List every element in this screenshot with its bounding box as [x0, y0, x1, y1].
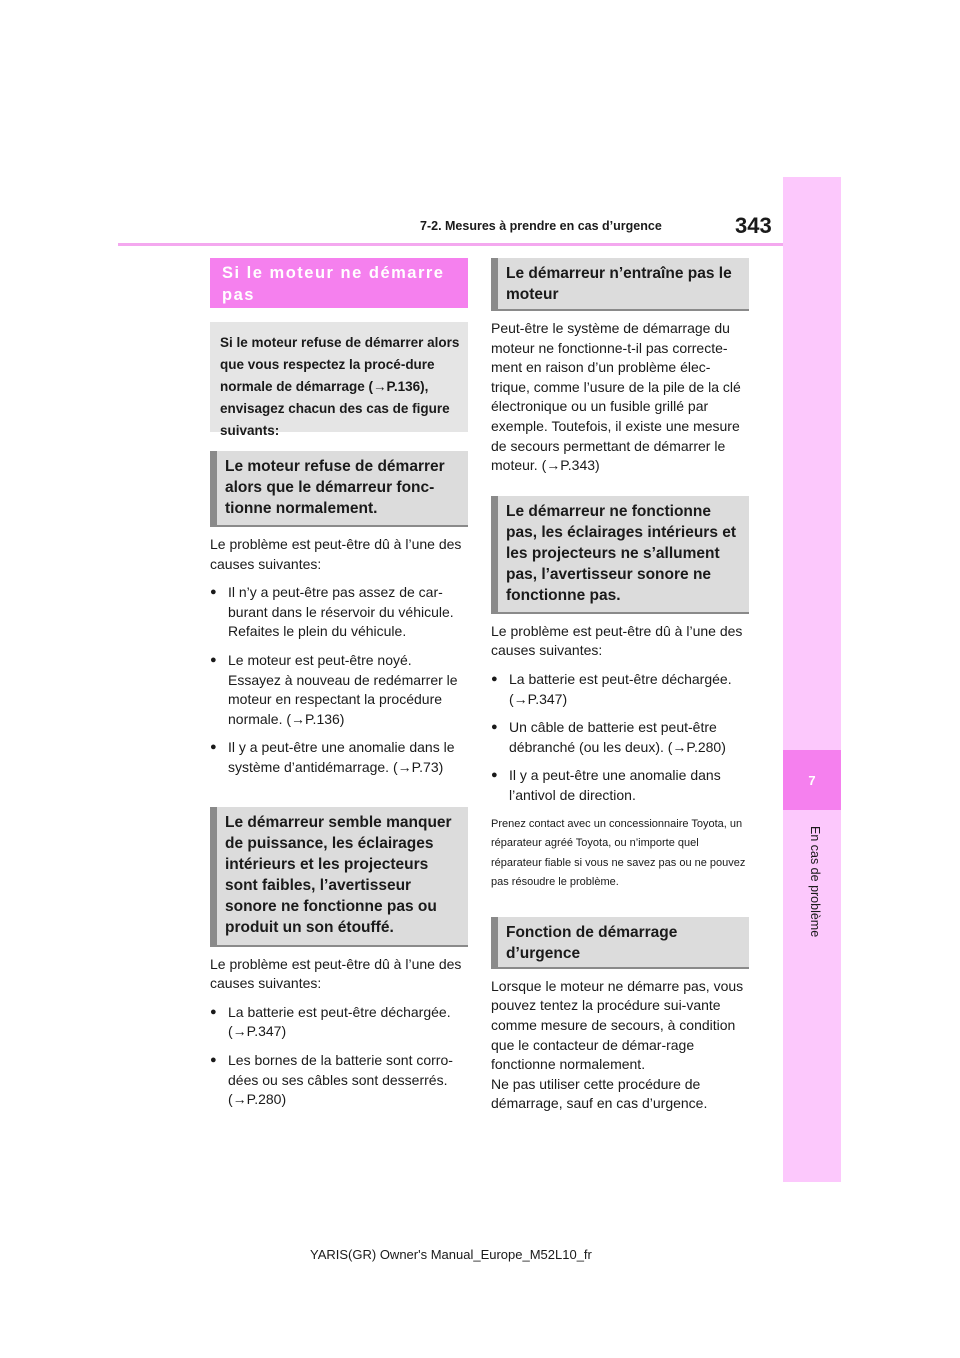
section4-bullets [491, 670, 749, 806]
subheading-starter-ok: Le moteur refuse de démarrer alors que le démarreur fonc-tionne normalement. [210, 451, 468, 527]
section2-bullets [210, 1003, 468, 1110]
page-title: Si le moteur ne démarre pas [210, 258, 468, 308]
section1-bullets [210, 583, 468, 777]
section2-text: Le problème est peut-être dû à l’une des causes suivantes: [210, 955, 462, 992]
right-column [491, 258, 749, 1114]
subheading-starter-dead: Le démarreur ne fonctionne pas, les éclairages intérieurs et les projecteurs ne s’allument pas, l’avertisseur sonore ne fonctionne pas. [491, 496, 749, 614]
list-item: ● La batterie est peut-être déchargée. (→P.347) [210, 1003, 468, 1042]
list-item: ● La batterie est peut-être déchargée. (→P.347) [491, 670, 749, 709]
contact-note: Prenez contact avec un concessionnaire Toyota, un réparateur agréé Toyota, ou n’importe quel réparateur fiable si vous ne savez pas ou ne pouvez pas résoudre le problème. [491, 817, 746, 889]
chapter-label: En cas de problème [808, 826, 822, 938]
list-item: ● Il y a peut-être une anomalie dans le système d’antidémarrage. (→P.73) [210, 738, 468, 777]
list-item: ● Il n’y a peut-être pas assez de car-burant dans le réservoir du véhicule. Refaites le plein du véhicule. [210, 583, 468, 642]
section3-text: Peut-être le système de démarrage du moteur ne fonctionne-t-il pas correcte-ment en raison d’un problème élec-trique, comme l’usure de la pile de la clé électronique ou un fusible grillé par exemple. Toutefois, il existe une mesure de secours permettant de démarrer le moteur. (→P.343) [491, 320, 741, 474]
intro-box: Si le moteur refuse de démarrer alors que vous respectez la procé-dure normale de démarrage (→P.136), envisagez chacun des cas de figure suivants: [210, 322, 468, 432]
header-rule [118, 243, 783, 246]
section5-text: Lorsque le moteur ne démarre pas, vous pouvez tentez la procédure sui-vante comme mesure de secours, à condition que le contacteur de démar-rage fonctionne normalement. [491, 977, 744, 1073]
page-number: 343 [735, 213, 772, 238]
subheading-starter-no-crank: Le démarreur n’entraîne pas le moteur [491, 258, 749, 311]
list-item: ● Un câble de batterie est peut-être débranché (ou les deux). (→P.280) [491, 718, 749, 757]
subheading-emergency-start: Fonction de démarrage d’urgence [491, 917, 749, 969]
chapter-number: 7 [783, 750, 841, 810]
list-item: ● Les bornes de la batterie sont corro-dées ou ses câbles sont desserrés. (→P.280) [210, 1051, 468, 1110]
section5-warning: Ne pas utiliser cette procédure de démarrage, sauf en cas d’urgence. [491, 1075, 708, 1112]
list-item: ● Le moteur est peut-être noyé. Essayez à nouveau de redémarrer le moteur en respectant la procédure normale. (→P.136) [210, 651, 468, 729]
section4-text: Le problème est peut-être dû à l’une des causes suivantes: [491, 622, 743, 659]
subheading-starter-weak: Le démarreur semble manquer de puissance, les éclairages intérieurs et les projecteurs sont faibles, l’avertisseur sonore ne fonctionne pas ou produit un son étouffé. [210, 807, 468, 947]
section1-text: Le problème est peut-être dû à l’une des causes suivantes: [210, 536, 462, 572]
left-column [210, 258, 468, 1110]
chapter-side-tab [783, 177, 841, 1182]
section-heading: 7-2. Mesures à prendre en cas d’urgence [420, 219, 662, 233]
list-item: ● Il y a peut-être une anomalie dans l’antivol de direction. [491, 766, 749, 805]
footer-manual-id: YARIS(GR) Owner's Manual_Europe_M52L10_fr [310, 1247, 592, 1262]
